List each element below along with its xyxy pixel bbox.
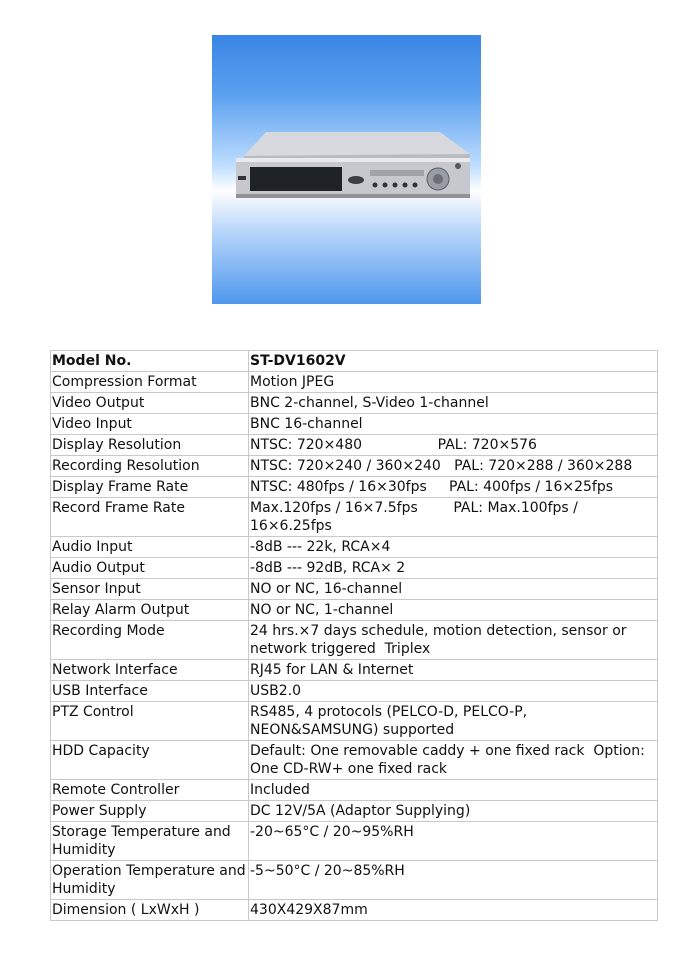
spec-key: Model No. [51, 351, 249, 372]
spec-row [51, 900, 658, 921]
spec-value: BNC 2-channel, S-Video 1-channel [249, 393, 658, 414]
spec-value: -8dB --- 92dB, RCA× 2 [249, 558, 658, 579]
spec-value: -20~65°C / 20~95%RH [249, 822, 658, 861]
spec-key: Remote Controller [51, 780, 249, 801]
spec-row [51, 822, 658, 861]
spec-row [51, 621, 658, 660]
spec-row [51, 498, 658, 537]
spec-key: USB Interface [51, 681, 249, 702]
spec-row [51, 660, 658, 681]
spec-value: 430X429X87mm [249, 900, 658, 921]
spec-value: USB2.0 [249, 681, 658, 702]
spec-row [51, 702, 658, 741]
spec-value: RJ45 for LAN & Internet [249, 660, 658, 681]
spec-row [51, 456, 658, 477]
spec-key: Relay Alarm Output [51, 600, 249, 621]
spec-key: Display Resolution [51, 435, 249, 456]
spec-row [51, 477, 658, 498]
spec-value: RS485, 4 protocols (PELCO-D, PELCO-P, NEON&SAMSUNG) supported [249, 702, 658, 741]
spec-key: Record Frame Rate [51, 498, 249, 537]
spec-row [51, 579, 658, 600]
spec-key: Compression Format [51, 372, 249, 393]
spec-key: Power Supply [51, 801, 249, 822]
spec-value: NO or NC, 16-channel [249, 579, 658, 600]
spec-row [51, 681, 658, 702]
product-photo [212, 35, 481, 304]
spec-row [51, 393, 658, 414]
spec-row [51, 861, 658, 900]
spec-row [51, 435, 658, 456]
spec-value: Default: One removable caddy + one fixed rack Option: One CD-RW+ one fixed rack [249, 741, 658, 780]
spec-key: Storage Temperature and Humidity [51, 822, 249, 861]
spec-value: -8dB --- 22k, RCA×4 [249, 537, 658, 558]
spec-key: Network Interface [51, 660, 249, 681]
spec-key: Recording Resolution [51, 456, 249, 477]
spec-row [51, 351, 658, 372]
spec-value: BNC 16-channel [249, 414, 658, 435]
spec-value: NTSC: 720×480 PAL: 720×576 [249, 435, 658, 456]
spec-row [51, 801, 658, 822]
spec-row [51, 372, 658, 393]
spec-value: Included [249, 780, 658, 801]
spec-row [51, 741, 658, 780]
spec-value: NTSC: 720×240 / 360×240 PAL: 720×288 / 360×288 [249, 456, 658, 477]
spec-row [51, 537, 658, 558]
spec-key: Operation Temperature and Humidity [51, 861, 249, 900]
spec-row [51, 600, 658, 621]
spec-value: NO or NC, 1-channel [249, 600, 658, 621]
spec-table [50, 350, 658, 921]
spec-row [51, 558, 658, 579]
spec-value: 24 hrs.×7 days schedule, motion detection, sensor or network triggered Triplex [249, 621, 658, 660]
spec-value: Motion JPEG [249, 372, 658, 393]
spec-key: HDD Capacity [51, 741, 249, 780]
spec-key: Video Input [51, 414, 249, 435]
spec-table-body [51, 351, 658, 921]
spec-value: DC 12V/5A (Adaptor Supplying) [249, 801, 658, 822]
spec-key: Video Output [51, 393, 249, 414]
spec-value: ST-DV1602V [249, 351, 658, 372]
dvr-device-image [230, 132, 472, 204]
spec-key: Audio Output [51, 558, 249, 579]
spec-key: Sensor Input [51, 579, 249, 600]
spec-value: -5~50°C / 20~85%RH [249, 861, 658, 900]
spec-key: Recording Mode [51, 621, 249, 660]
spec-value: NTSC: 480fps / 16×30fps PAL: 400fps / 16×25fps [249, 477, 658, 498]
spec-row [51, 780, 658, 801]
spec-row [51, 414, 658, 435]
spec-key: Audio Input [51, 537, 249, 558]
spec-value: Max.120fps / 16×7.5fps PAL: Max.100fps / 16×6.25fps [249, 498, 658, 537]
spec-key: Display Frame Rate [51, 477, 249, 498]
spec-key: PTZ Control [51, 702, 249, 741]
spec-key: Dimension ( LxWxH ) [51, 900, 249, 921]
